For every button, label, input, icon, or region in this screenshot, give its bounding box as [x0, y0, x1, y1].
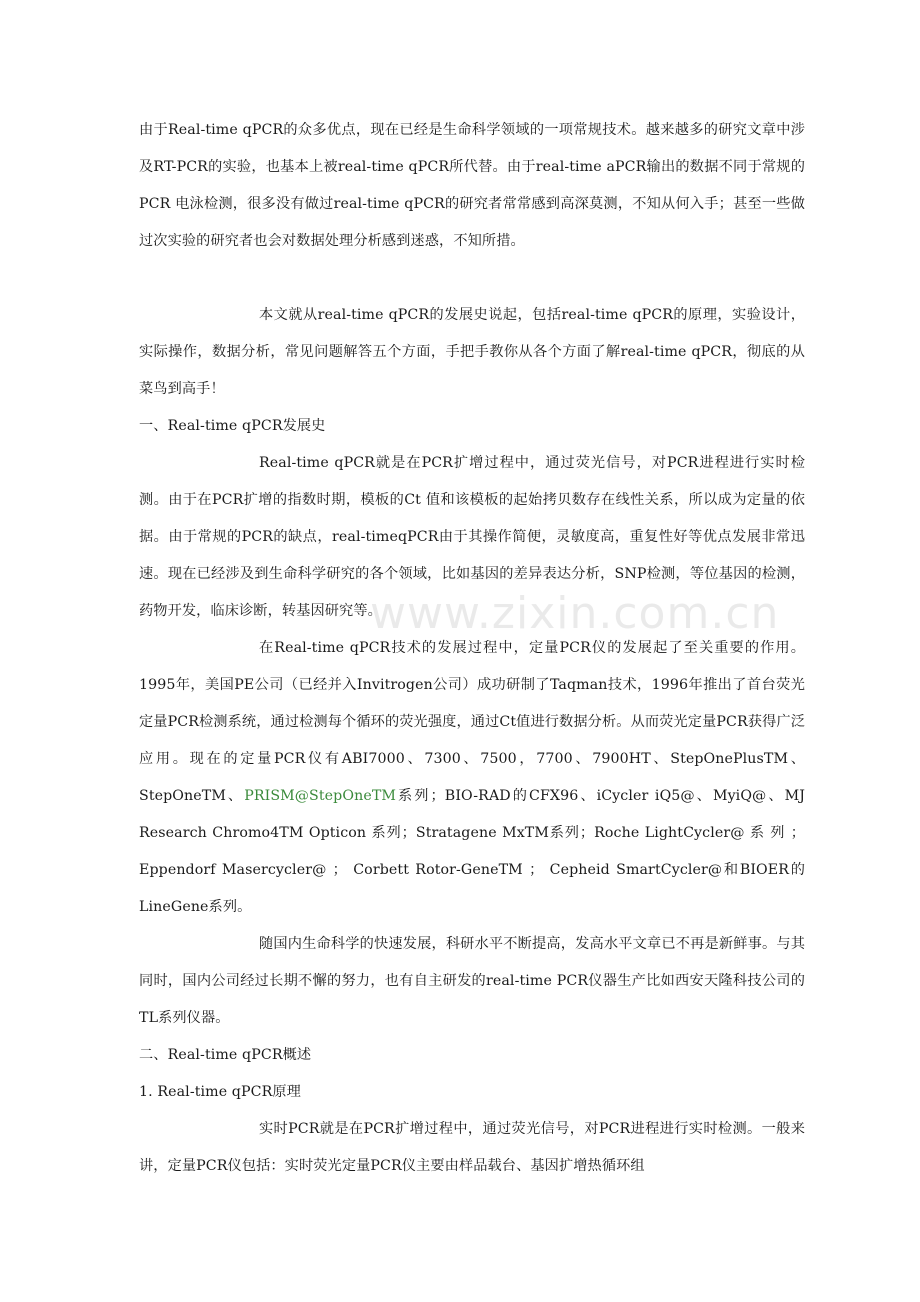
section-2-subheading: 1. Real-time qPCR原理: [139, 1084, 301, 1100]
section-1-paragraph-2-text-b: 系列；BIO-RAD的CFX96、iCycler iQ5@、MyiQ@、MJ Research Chromo4TM Opticon 系列；Stratagene MxTM系列；Roche LightCycler@ 系 列 ； Eppendorf Masercycler@ ； Corbett Rotor-GeneTM ； Cepheid SmartCycler@和BIOER的LineGene系列。: [139, 788, 805, 915]
document-body: [139, 112, 805, 1185]
section-1-paragraph-2: [139, 630, 805, 926]
paragraph-gap: [139, 260, 805, 297]
section-1-paragraph-3: 随国内生命科学的快速发展，科研水平不断提高，发高水平文章已不再是新鲜事。与其同时，国内公司经过长期不懈的努力，也有自主研发的real-time PCR仪器生产比如西安天隆科技公司的TL系列仪器。: [139, 936, 805, 1026]
section-2-heading: 二、Real-time qPCR概述: [139, 1047, 312, 1063]
intro-paragraph-2: 本文就从real-time qPCR的发展史说起，包括real-time qPCR的原理，实验设计，实际操作，数据分析，常见问题解答五个方面，手把手教你从各个方面了解real-time qPCR，彻底的从菜鸟到高手！: [139, 307, 805, 397]
prism-steponetm-link[interactable]: PRISM@StepOneTM: [244, 788, 397, 804]
section-1-paragraph-1: Real-time qPCR就是在PCR扩增过程中，通过荧光信号，对PCR进程进行实时检测。由于在PCR扩增的指数时期，模板的Ct 值和该模板的起始拷贝数存在线性关系，所以成为定量的依据。由于常规的PCR的缺点，real-timeqPCR由于其操作简便，灵敏度高，重复性好等优点发展非常迅速。现在已经涉及到生命科学研究的各个领域，比如基因的差异表达分析，SNP检测，等位基因的检测，药物开发，临床诊断，转基因研究等。: [139, 455, 805, 619]
section-1-heading: 一、Real-time qPCR发展史: [139, 418, 326, 434]
intro-paragraph-1: 由于Real-time qPCR的众多优点，现在已经是生命科学领域的一项常规技术。越来越多的研究文章中涉及RT-PCR的实验，也基本上被real-time qPCR所代替。由于real-time aPCR输出的数据不同于常规的PCR 电泳检测，很多没有做过real-time qPCR的研究者常常感到高深莫测，不知从何入手；甚至一些做过次实验的研究者也会对数据处理分析感到迷惑，不知所措。: [139, 122, 805, 249]
section-2-paragraph-1: 实时PCR就是在PCR扩增过程中，通过荧光信号，对PCR进程进行实时检测。一般来讲，定量PCR仪包括：实时荧光定量PCR仪主要由样品载台、基因扩增热循环组: [139, 1121, 805, 1174]
watermark: www.zixin.com.cn: [370, 588, 780, 639]
section-1-paragraph-2-text-a: 在Real-time qPCR技术的发展过程中，定量PCR仪的发展起了至关重要的作用。1995年，美国PE公司（已经并入Invitrogen公司）成功研制了Taqman技术，1996年推出了首台荧光定量PCR检测系统，通过检测每个循环的荧光强度，通过Ct值进行数据分析。从而荧光定量PCR获得广泛应用。现在的定量PCR仪有ABI7000、7300、7500，7700、7900HT、StepOnePlusTM、StepOneTM、: [139, 640, 805, 804]
